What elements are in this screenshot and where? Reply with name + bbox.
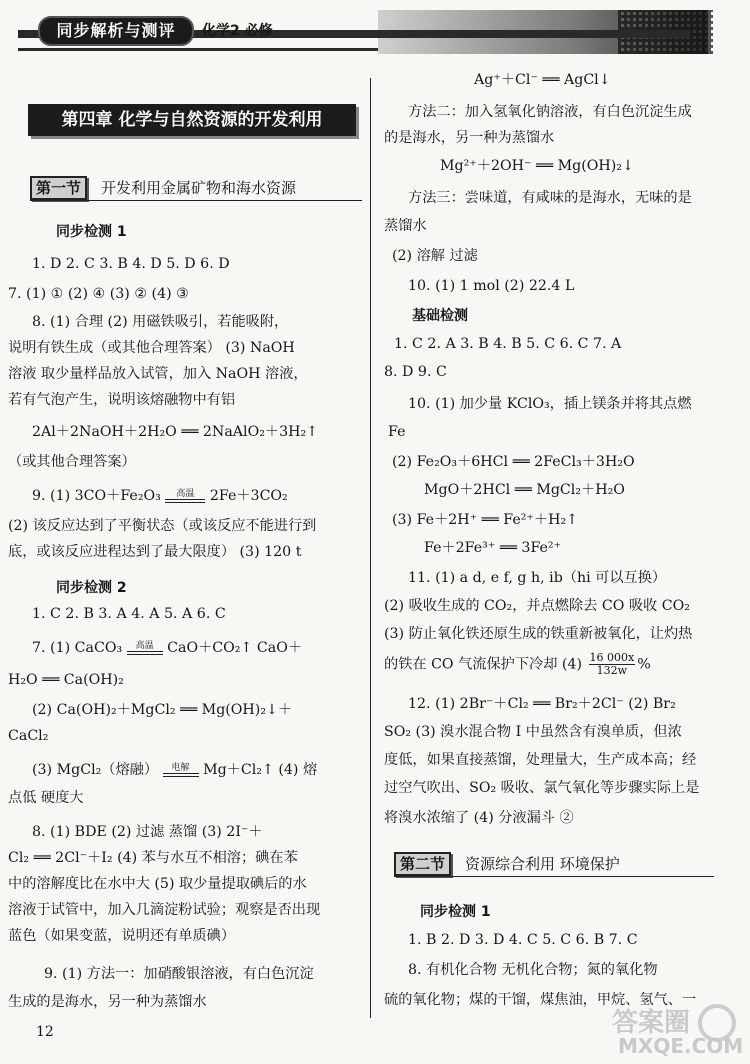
answer-line: 的是海水，另一种为蒸馏水 [384, 130, 555, 146]
reaction-arrow: 电解 [163, 764, 199, 777]
equation: CaCl₂ [8, 728, 49, 744]
answer-line: 11. (1) a d, e f, g h, ib（hi 可以互换） [408, 570, 667, 586]
answer-line: 点低 硬度大 [8, 790, 84, 806]
subject-label: 化学2 必修 [202, 23, 273, 39]
answer-line: 说明有铁生成（或其他合理答案） (3) NaOH [8, 340, 295, 356]
equation: Fe＋2Fe³⁺ ══ 3Fe²⁺ [424, 540, 562, 556]
answer-line: SO₂ (3) 溴水混合物 I 中虽然含有溴单质，但浓 [384, 724, 682, 740]
chapter-title: 第四章 化学与自然资源的开发利用 [28, 104, 356, 136]
equation: MgO＋2HCl ══ MgCl₂＋H₂O [424, 482, 625, 498]
answer-line: 9. (1) 方法一：加硝酸银溶液，有白色沉淀 [44, 966, 314, 982]
answer-line: 蒸馏水 [384, 218, 427, 234]
answer-line: 1. C 2. B 3. A 4. A 5. A 6. C [32, 606, 226, 622]
answer-line: (2) 该反应达到了平衡状态（或该反应不能进行到 [8, 518, 317, 534]
answer-line: 1. C 2. A 3. B 4. B 5. C 6. C 7. A [394, 336, 622, 352]
answer-line: 8. (1) 合理 (2) 用磁铁吸引，若能吸附， [32, 314, 289, 330]
answer-line: 度低，如果直接蒸馏，处理量大，生产成本高；经 [384, 752, 697, 768]
answer-line: (2) 溶解 过滤 [392, 248, 478, 264]
answer-line: 溶液于试管中，加入几滴淀粉试验；观察是否出现 [8, 902, 321, 918]
header-underline [18, 48, 378, 51]
equation: 12. (1) 2Br⁻＋Cl₂ ══ Br₂＋2Cl⁻ (2) Br₂ [408, 696, 676, 712]
subheading: 同步检测 2 [56, 580, 127, 596]
fraction: $\frac{16 000x}{132w}$ [589, 651, 635, 677]
answer-line: 将溴水浓缩了 (4) 分液漏斗 ② [384, 810, 574, 826]
section-label: 第一节 [30, 176, 87, 200]
answer-line: 1. D 2. C 3. B 4. D 5. D 6. D [32, 256, 230, 272]
answer-line: 1. B 2. D 3. D 4. C 5. C 6. B 7. C [408, 932, 638, 948]
answer-line: 底，或该反应进程达到了最大限度） (3) 120 t [8, 544, 302, 560]
equation: 9. (1) 3CO＋Fe₂O₃ 高温 2Fe＋3CO₂ [32, 488, 288, 504]
equation: H₂O ══ Ca(OH)₂ [8, 672, 124, 688]
column-divider [370, 78, 371, 1018]
subheading: 同步检测 1 [56, 224, 127, 240]
equation: 2Al＋2NaOH＋2H₂O ══ 2NaAlO₂＋3H₂↑ [32, 424, 319, 440]
page-number: 12 [36, 1024, 54, 1040]
equation: (2) Ca(OH)₂＋MgCl₂ ══ Mg(OH)₂↓＋ [32, 702, 293, 718]
answer-line: 硫的氧化物；煤的干馏，煤焦油，甲烷、氢气、一 [384, 992, 697, 1008]
answer-line: （或其他合理答案） [8, 454, 136, 470]
answer-line: 生成的是海水，另一种为蒸馏水 [8, 994, 207, 1010]
answer-line: 方法三：尝味道，有咸味的是海水，无味的是 [408, 190, 692, 206]
section-rule [394, 876, 714, 877]
equation: 7. (1) CaCO₃ 高温 CaO＋CO₂↑ CaO＋ [32, 640, 303, 656]
answer-line: 10. (1) 1 mol (2) 22.4 L [408, 278, 575, 294]
answer-line: 方法二：加入氢氧化钠溶液，有白色沉淀生成 [408, 104, 692, 120]
page-header [18, 10, 698, 60]
section-heading [30, 176, 296, 200]
answer-line: 8. 有机化合物 无机化合物；氮的氧化物 [408, 962, 658, 978]
answer-line: 溶液 取少量样品放入试管，加入 NaOH 溶液， [8, 366, 308, 382]
answer-line: Cl₂ ══ 2Cl⁻＋I₂ (4) 苯与水互不相溶；碘在苯 [8, 850, 298, 866]
equation: Ag⁺＋Cl⁻ ══ AgCl↓ [474, 72, 611, 88]
subheading: 基础检测 [412, 308, 468, 324]
answer-line: (3) 防止氧化铁还原生成的铁重新被氧化，让灼热 [384, 626, 693, 642]
answer-line: Fe [388, 424, 406, 440]
section-title: 资源综合利用 环境保护 [465, 855, 620, 873]
reaction-arrow: 高温 [165, 490, 205, 503]
answer-line: 中的溶解度比在水中大 (5) 取少量提取碘后的水 [8, 876, 307, 892]
subheading: 同步检测 1 [420, 904, 491, 920]
watermark: 答案圈 MXQE.COM [610, 1002, 740, 1060]
equation: (3) Fe＋2H⁺ ══ Fe²⁺＋H₂↑ [392, 512, 579, 528]
answer-line: 过空气吹出、SO₂ 吸收、氯气氧化等步骤实际上是 [384, 780, 700, 796]
section-title: 开发利用金属矿物和海水资源 [101, 179, 297, 197]
answer-line: 若有气泡产生，说明该熔融物中有铝 [8, 392, 236, 408]
equation: (2) Fe₂O₃＋6HCl ══ 2FeCl₃＋3H₂O [392, 454, 635, 470]
answer-line: 7. (1) ① (2) ④ (3) ② (4) ③ [8, 286, 189, 302]
section-label: 第二节 [394, 852, 451, 876]
section-rule [30, 200, 362, 201]
series-title: 同步解析与测评 [38, 16, 194, 46]
answer-line: 蓝色（如果变蓝，说明还有单质碘） [8, 928, 236, 944]
answer-line: 10. (1) 加少量 KClO₃，插上镁条并将其点燃 [408, 396, 692, 412]
equation: (3) MgCl₂（熔融） 电解 Mg＋Cl₂↑ (4) 熔 [32, 762, 318, 778]
answer-line: (2) 吸收生成的 CO₂，并点燃除去 CO 吸收 CO₂ [384, 598, 690, 614]
answer-line: 8. D 9. C [384, 364, 447, 380]
reaction-arrow: 高温 [127, 642, 163, 655]
equation: Mg²⁺＋2OH⁻ ══ Mg(OH)₂↓ [440, 158, 634, 174]
answer-line: 的铁在 CO 气流保护下冷却 (4) $\frac{16 000x}{132w}$ % [384, 651, 651, 677]
answer-line: 8. (1) BDE (2) 过滤 蒸馏 (3) 2I⁻＋ [32, 824, 263, 840]
section-heading [394, 852, 620, 876]
